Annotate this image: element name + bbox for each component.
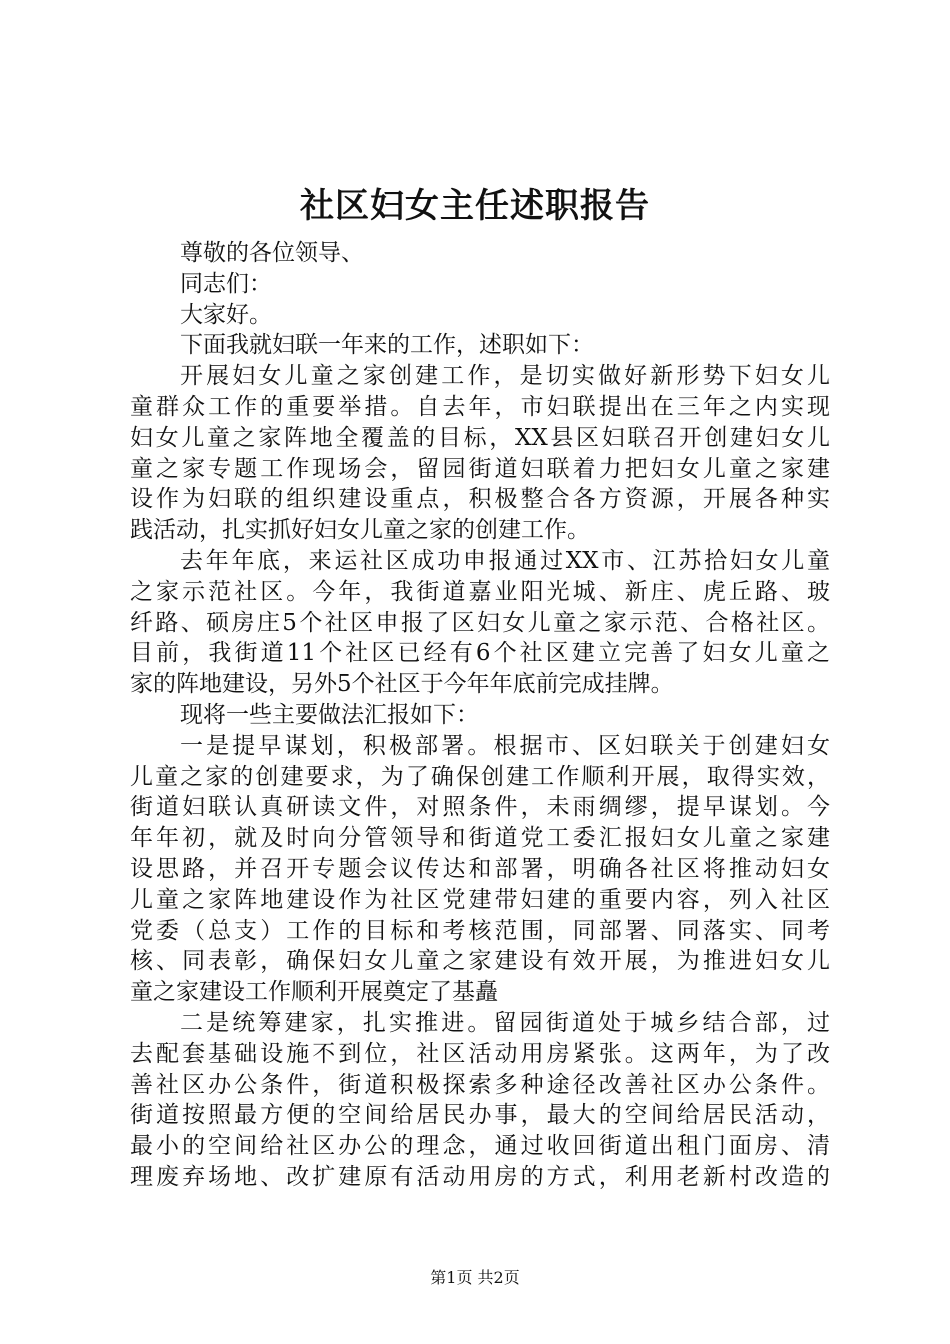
paragraph-1-line: 童之家专题工作现场会，留园街道妇联着力把妇女儿童之家建 bbox=[130, 455, 830, 482]
paragraph-1-line: 妇女儿童之家阵地全覆盖的目标，XX县区妇联召开创建妇女儿 bbox=[130, 424, 830, 451]
paragraph-5-line: 去配套基础设施不到位，社区活动用房紧张。这两年，为了改 bbox=[130, 1040, 830, 1067]
paragraph-3-line: 现将一些主要做法汇报如下： bbox=[180, 701, 479, 728]
paragraph-1-line: 践活动，扎实抓好妇女儿童之家的创建工作。 bbox=[130, 517, 590, 544]
page-number-footer: 第1页 共2页 bbox=[430, 1268, 520, 1287]
paragraph-4-line: 儿童之家的创建要求，为了确保创建工作顺利开展，取得实效， bbox=[130, 763, 830, 790]
paragraph-4-line: 核、同表彰，确保妇女儿童之家建设有效开展，为推进妇女儿 bbox=[130, 948, 830, 975]
paragraph-2-line: 目前，我街道11个社区已经有6个社区建立完善了妇女儿童之 bbox=[130, 640, 830, 667]
paragraph-4-line: 党委（总支）工作的目标和考核范围，同部署、同落实、同考 bbox=[130, 917, 830, 944]
paragraph-4-line: 街道妇联认真研读文件，对照条件，未雨绸缪，提早谋划。今 bbox=[130, 794, 830, 821]
paragraph-5-line: 理废弃场地、改扩建原有活动用房的方式，利用老新村改造的 bbox=[130, 1163, 830, 1190]
salutation-line-2: 同志们： bbox=[180, 270, 272, 297]
paragraph-4-line: 年年初，就及时向分管领导和街道党工委汇报妇女儿童之家建 bbox=[130, 825, 830, 852]
intro-line: 下面我就妇联一年来的工作，述职如下： bbox=[180, 332, 594, 359]
salutation-line-1: 尊敬的各位领导、 bbox=[180, 240, 364, 266]
document-title: 社区妇女主任述职报告 bbox=[300, 186, 650, 226]
paragraph-4-line: 一是提早谋划，积极部署。根据市、区妇联关于创建妇女 bbox=[180, 732, 830, 759]
paragraph-5-line: 二是统筹建家，扎实推进。留园街道处于城乡结合部，过 bbox=[180, 1009, 830, 1036]
paragraph-1-line: 童群众工作的重要举措。自去年，市妇联提出在三年之内实现 bbox=[130, 393, 830, 420]
paragraph-2-line: 之家示范社区。今年，我街道嘉业阳光城、新庄、虎丘路、玻 bbox=[130, 578, 830, 605]
paragraph-1-line: 设作为妇联的组织建设重点，积极整合各方资源，开展各种实 bbox=[130, 486, 830, 513]
greeting-line: 大家好。 bbox=[180, 301, 272, 328]
paragraph-2-line: 去年年底，来运社区成功申报通过XX市、江苏拾妇女儿童 bbox=[180, 547, 830, 574]
paragraph-4-line: 儿童之家阵地建设作为社区党建带妇建的重要内容，列入社区 bbox=[130, 886, 830, 913]
paragraph-2-line: 纤路、硕房庄5个社区申报了区妇女儿童之家示范、合格社区。 bbox=[130, 609, 830, 636]
paragraph-4-line: 设思路，并召开专题会议传达和部署，明确各社区将推动妇女 bbox=[130, 855, 830, 882]
document-body bbox=[130, 238, 830, 1193]
paragraph-2-line: 家的阵地建设，另外5个社区于今年年底前完成挂牌。 bbox=[130, 671, 674, 698]
paragraph-5-line: 善社区办公条件，街道积极探索多种途径改善社区办公条件。 bbox=[130, 1071, 830, 1098]
paragraph-4-line: 童之家建设工作顺利开展奠定了基矗 bbox=[130, 979, 498, 1006]
paragraph-5-line: 街道按照最方便的空间给居民办事，最大的空间给居民活动， bbox=[130, 1102, 830, 1129]
paragraph-5-line: 最小的空间给社区办公的理念，通过收回街道出租门面房、清 bbox=[130, 1133, 830, 1160]
paragraph-1-line: 开展妇女儿童之家创建工作，是切实做好新形势下妇女儿 bbox=[180, 363, 830, 390]
